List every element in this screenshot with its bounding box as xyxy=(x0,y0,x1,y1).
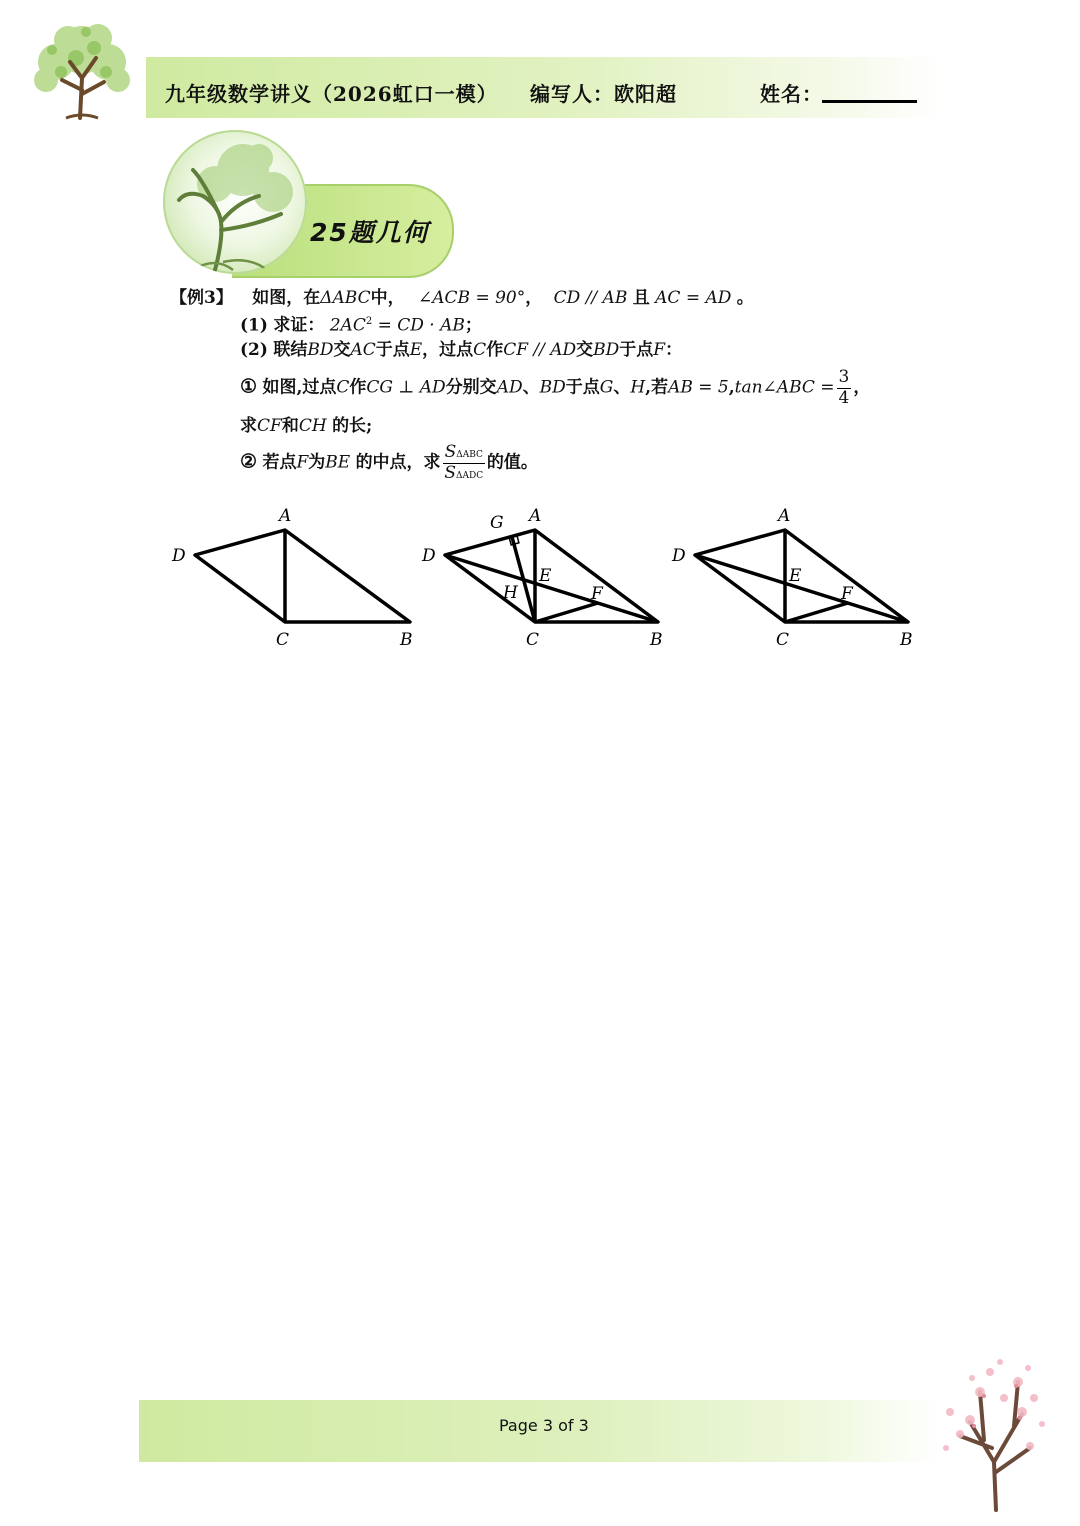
section-title: 25题几何 xyxy=(310,218,430,247)
problem-question-1: ① 如图,过点C作CG ⊥ AD分别交AD、BD于点G、H,若AB = 5,tan∠ABC = $\frac{3}{4}$ ， xyxy=(240,367,871,408)
fig3-quadrilateral xyxy=(695,530,908,622)
fig3-segment-CF xyxy=(785,603,848,622)
tree-logo xyxy=(26,18,138,126)
fig1-label-A: A xyxy=(279,506,292,526)
example-tag: 【例3】 xyxy=(170,288,233,308)
problem-question-2: ② 若点F为BE 的中点，求 $\frac{\text{SΔABC}}{\text{SΔADC}}$ 的值。 xyxy=(240,442,538,483)
geometry-figures xyxy=(160,500,940,660)
fig2-quadrilateral xyxy=(445,530,658,622)
fig3-segment-DB xyxy=(695,555,908,622)
fig2-segment-CF xyxy=(535,603,598,622)
area-ratio-fraction: $\frac{\text{SΔABC}}{\text{SΔADC}}$ xyxy=(444,442,484,483)
page-number: Page 3 of 3 xyxy=(499,1416,589,1435)
header-title: 九年级数学讲义（2026虹口一模） xyxy=(165,82,498,106)
fig1-label-C: C xyxy=(276,630,290,650)
fig3-label-D: D xyxy=(672,546,686,566)
fig2-label-A: A xyxy=(529,506,542,526)
problem-line-1: 【例3】 如图，在ΔABC中， ∠ACB = 90°， CD // AB 且 AC = AD 。 xyxy=(170,288,754,308)
fig2-label-E: E xyxy=(539,566,552,586)
fig3-label-C: C xyxy=(776,630,790,650)
fig1-label-B: B xyxy=(400,630,413,650)
fig2-label-H: H xyxy=(503,583,518,603)
fig3-label-B: B xyxy=(900,630,913,650)
fig1-label-D: D xyxy=(172,546,186,566)
header-name-label: 姓名： xyxy=(760,82,823,106)
fig2-label-G: G xyxy=(490,513,504,533)
fig3-label-F: F xyxy=(841,584,853,604)
fraction-3-4: $\frac{3}{4}$ xyxy=(838,367,850,408)
problem-part-1: (1) 求证： $2AC^2$ = CD · AB； xyxy=(240,315,482,336)
blossom-tree-icon xyxy=(930,1352,1050,1512)
fig2-label-F: F xyxy=(591,584,603,604)
name-blank-line xyxy=(822,100,917,103)
fig3-label-A: A xyxy=(778,506,791,526)
problem-part-2: (2) 联结BD交AC于点E，过点C作CF // AD交BD于点F： xyxy=(240,340,683,360)
fig2-segment-DB xyxy=(445,555,658,622)
fig1-quadrilateral xyxy=(195,530,410,622)
header-author: 编写人：欧阳超 xyxy=(530,82,677,106)
problem-question-1-cont: 求CF和CH 的长; xyxy=(240,416,373,436)
fig2-label-C: C xyxy=(526,630,540,650)
fig2-label-D: D xyxy=(422,546,436,566)
fig2-label-B: B xyxy=(650,630,663,650)
badge-tree-image xyxy=(163,130,307,274)
fig3-label-E: E xyxy=(789,566,802,586)
